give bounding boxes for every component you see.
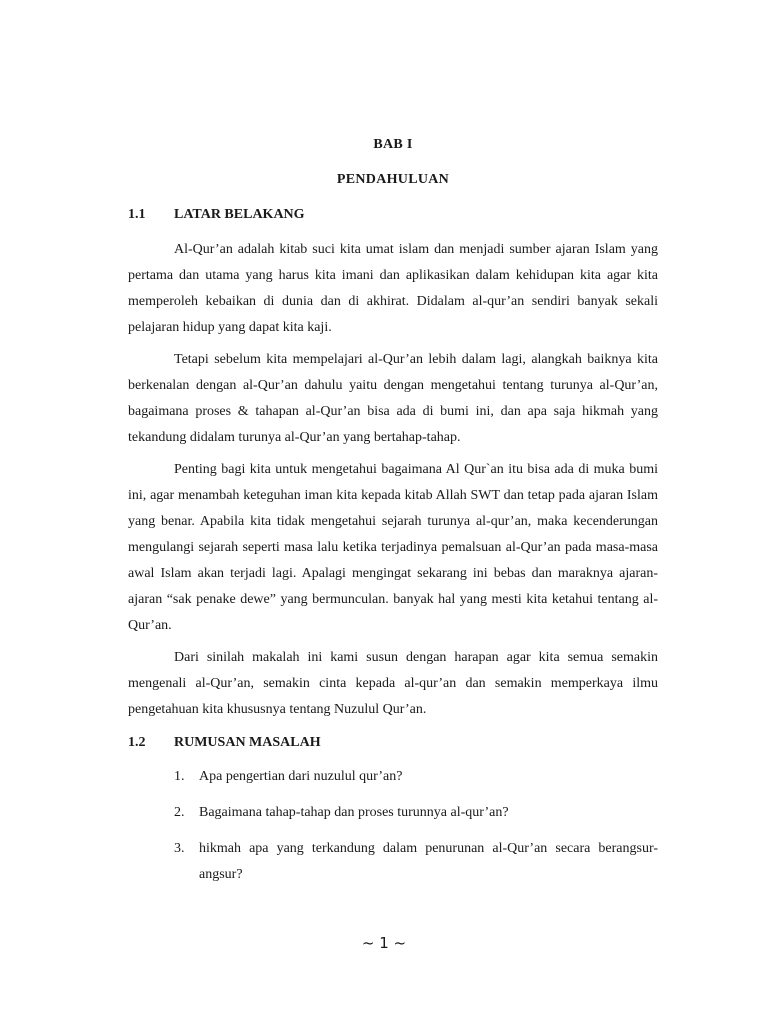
list-marker: 3. bbox=[174, 841, 185, 856]
chapter-label: BAB I bbox=[373, 137, 413, 152]
list-marker: 2. bbox=[174, 805, 185, 820]
section-number: 1.1 bbox=[128, 207, 146, 222]
paragraph-text: Tetapi sebelum kita mempelajari al-Qur’an lebih dalam lagi, alangkah baiknya kita berkenalan dengan al-Qur’an dahulu yaitu dengan mengetahui tentang turunya al-Qur’an, bagaimana proses & tahapan al-Qur’an bisa ada di bumi ini, dan apa saja hikmah yang tekandung didalam turunya al-Qur’an yang bertahap-tahap. bbox=[128, 352, 658, 445]
section-heading-latar-belakang bbox=[128, 207, 305, 223]
list-item bbox=[174, 800, 658, 826]
paragraph-text: Penting bagi kita untuk mengetahui bagaimana Al Qur`an itu bisa ada di muka bumi ini, agar menambah keteguhan iman kita kepada kitab Allah SWT dan tetap pada ajaran Islam yang benar. Apabila kita tidak mengetahui sejarah turunya al-qur’an, maka kecenderungan mengulangi sejarah seperti masa lalu ketika terjadinya pemalsuan al-Qur’an pada masa-masa awal Islam akan terjadi lagi. Apalagi mengingat sekarang ini bebas dan maraknya ajaran-ajaran “sak penake dewe” yang bermunculan. banyak hal yang mesti kita ketahui tentang al-Qur’an. bbox=[128, 462, 658, 633]
paragraph-3 bbox=[128, 457, 658, 639]
list-item bbox=[174, 836, 658, 888]
paragraph-1 bbox=[128, 237, 658, 341]
paragraph-2 bbox=[128, 347, 658, 451]
paragraph-4 bbox=[128, 645, 658, 723]
paragraph-text: Al-Qur’an adalah kitab suci kita umat islam dan menjadi sumber ajaran Islam yang pertama dan utama yang harus kita imani dan aplikasikan dalam kehidupan kita agar kita memperoleh kebaikan di dunia dan di akhirat. Didalam al-qur’an sendiri banyak sekali pelajaran hidup yang dapat kita kaji. bbox=[128, 242, 658, 335]
problem-list bbox=[174, 764, 658, 888]
section-heading-rumusan-masalah bbox=[128, 735, 321, 751]
section-title: RUMUSAN MASALAH bbox=[174, 735, 321, 750]
list-item-text: Bagaimana tahap-tahap dan proses turunnya al-qur’an? bbox=[199, 805, 509, 820]
section-title: LATAR BELAKANG bbox=[174, 207, 305, 222]
list-item-text: hikmah apa yang terkandung dalam penurunan al-Qur’an secara berangsur-angsur? bbox=[199, 841, 658, 882]
page-number: ~ 1 ~ bbox=[361, 934, 407, 952]
list-item-text: Apa pengertian dari nuzulul qur’an? bbox=[199, 769, 403, 784]
section-number: 1.2 bbox=[128, 735, 146, 750]
list-marker: 1. bbox=[174, 769, 185, 784]
chapter-title: PENDAHULUAN bbox=[336, 172, 450, 187]
paragraph-text: Dari sinilah makalah ini kami susun dengan harapan agar kita semua semakin mengenali al-Qur’an, semakin cinta kepada al-qur’an dan semakin memperkaya ilmu pengetahuan kita khususnya tentang Nuzulul Qur’an. bbox=[128, 650, 658, 717]
list-item bbox=[174, 764, 658, 790]
